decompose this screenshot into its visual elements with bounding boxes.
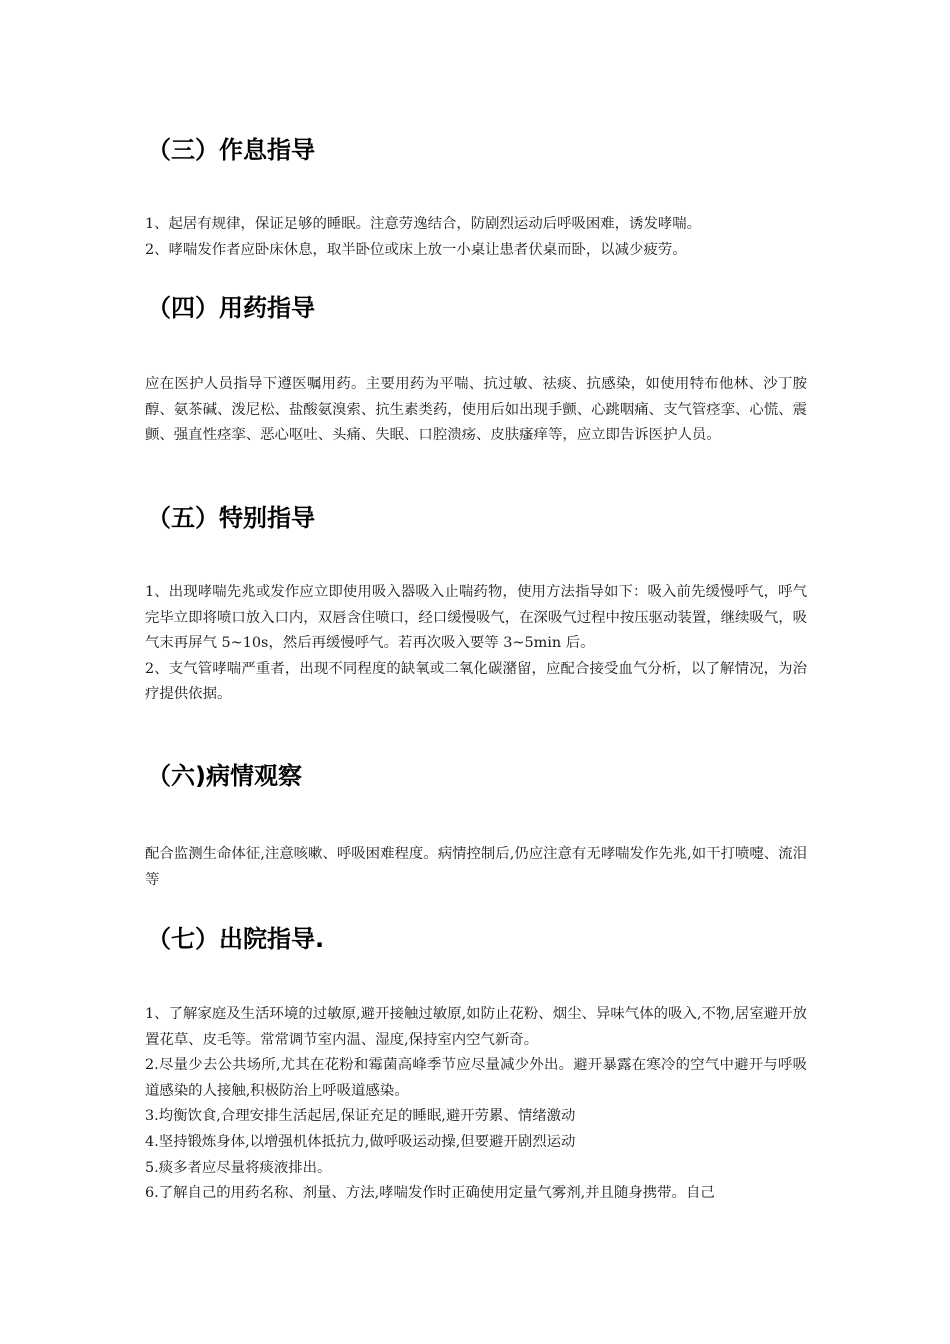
paragraph-line: 4.坚持锻炼身体,以增强机体抵抗力,做呼吸运动操,但要避开剧烈运动 bbox=[145, 1133, 576, 1150]
section-body-rest bbox=[145, 212, 807, 263]
paragraph-text: 1、了解家庭及生活环境的过敏原,避开接触过敏原,如防止花粉、烟尘、异味气体的吸入,不物,居室避开放置花草、皮毛等。常常调节室内温、湿度,保持室内空气新奇。 bbox=[145, 1006, 807, 1048]
section-heading-medication: （四）用药指导 bbox=[147, 294, 315, 322]
paragraph-text: 1、出现哮喘先兆或发作应立即使用吸入器吸入止喘药物，使用方法指导如下：吸入前先缓慢呼气，呼气完毕立即将喷口放入口内，双唇含住喷口，经口缓慢吸气，在深吸气过程中按压驱动装置，继续吸气，吸气末再屏气 5~10s，然后再缓慢呼气。若再次吸入要等 3~5min 后。 bbox=[145, 584, 807, 652]
section-heading-observation: （六)病情观察 bbox=[147, 762, 302, 790]
section-heading-rest: （三）作息指导 bbox=[147, 136, 315, 164]
paragraph-line: 2、哮喘发作者应卧床休息，取半卧位或床上放一小桌让患者伏桌而卧，以减少疲劳。 bbox=[145, 241, 687, 258]
paragraph-line: 5.痰多者应尽量将痰液排出。 bbox=[145, 1159, 332, 1176]
section-heading-special: （五）特别指导 bbox=[147, 504, 315, 532]
paragraph-text: 应在医护人员指导下遵医嘱用药。主要用药为平喘、抗过敏、祛痰、抗感染，如使用特布他林、沙丁胺醇、氨茶碱、泼尼松、盐酸氨溴索、抗生素类药，使用后如出现手颤、心跳咽痛、支气管痉挛、心慌、震颤、强直性痉挛、恶心呕吐、头痛、失眠、口腔溃疡、皮肤瘙痒等，应立即告诉医护人员。 bbox=[145, 376, 807, 444]
paragraph-text: 2、支气管哮喘严重者，出现不同程度的缺氧或二氧化碳潴留，应配合接受血气分析，以了解情况，为治疗提供依据。 bbox=[145, 660, 807, 703]
section-body-discharge bbox=[145, 1002, 807, 1207]
section-heading-discharge: （七）出院指导. bbox=[147, 925, 325, 953]
paragraph-line: 3.均衡饮食,合理安排生活起居,保证充足的睡眠,避开劳累、情绪激动 bbox=[145, 1108, 576, 1125]
section-body-special bbox=[145, 580, 807, 708]
paragraph-text: 2.尽量少去公共场所,尤其在花粉和霉菌高峰季节应尽量减少外出。避开暴露在寒冷的空气中避开与呼吸道感染的人接触,积极防治上呼吸道感染。 bbox=[145, 1057, 807, 1099]
section-body-observation bbox=[145, 842, 807, 893]
paragraph-line: 6.了解自己的用药名称、剂量、方法,哮喘发作时正确使用定量气雾剂,并且随身携带。自己 bbox=[145, 1185, 715, 1202]
paragraph-text: 配合监测生命体征,注意咳嗽、呼吸困难程度。病情控制后,仍应注意有无哮喘发作先兆,如干打喷嚏、流泪等 bbox=[145, 846, 807, 888]
section-body-medication bbox=[145, 372, 807, 449]
paragraph-line: 1、起居有规律，保证足够的睡眠。注意劳逸结合，防剧烈运动后呼吸困难，诱发哮喘。 bbox=[145, 216, 702, 232]
